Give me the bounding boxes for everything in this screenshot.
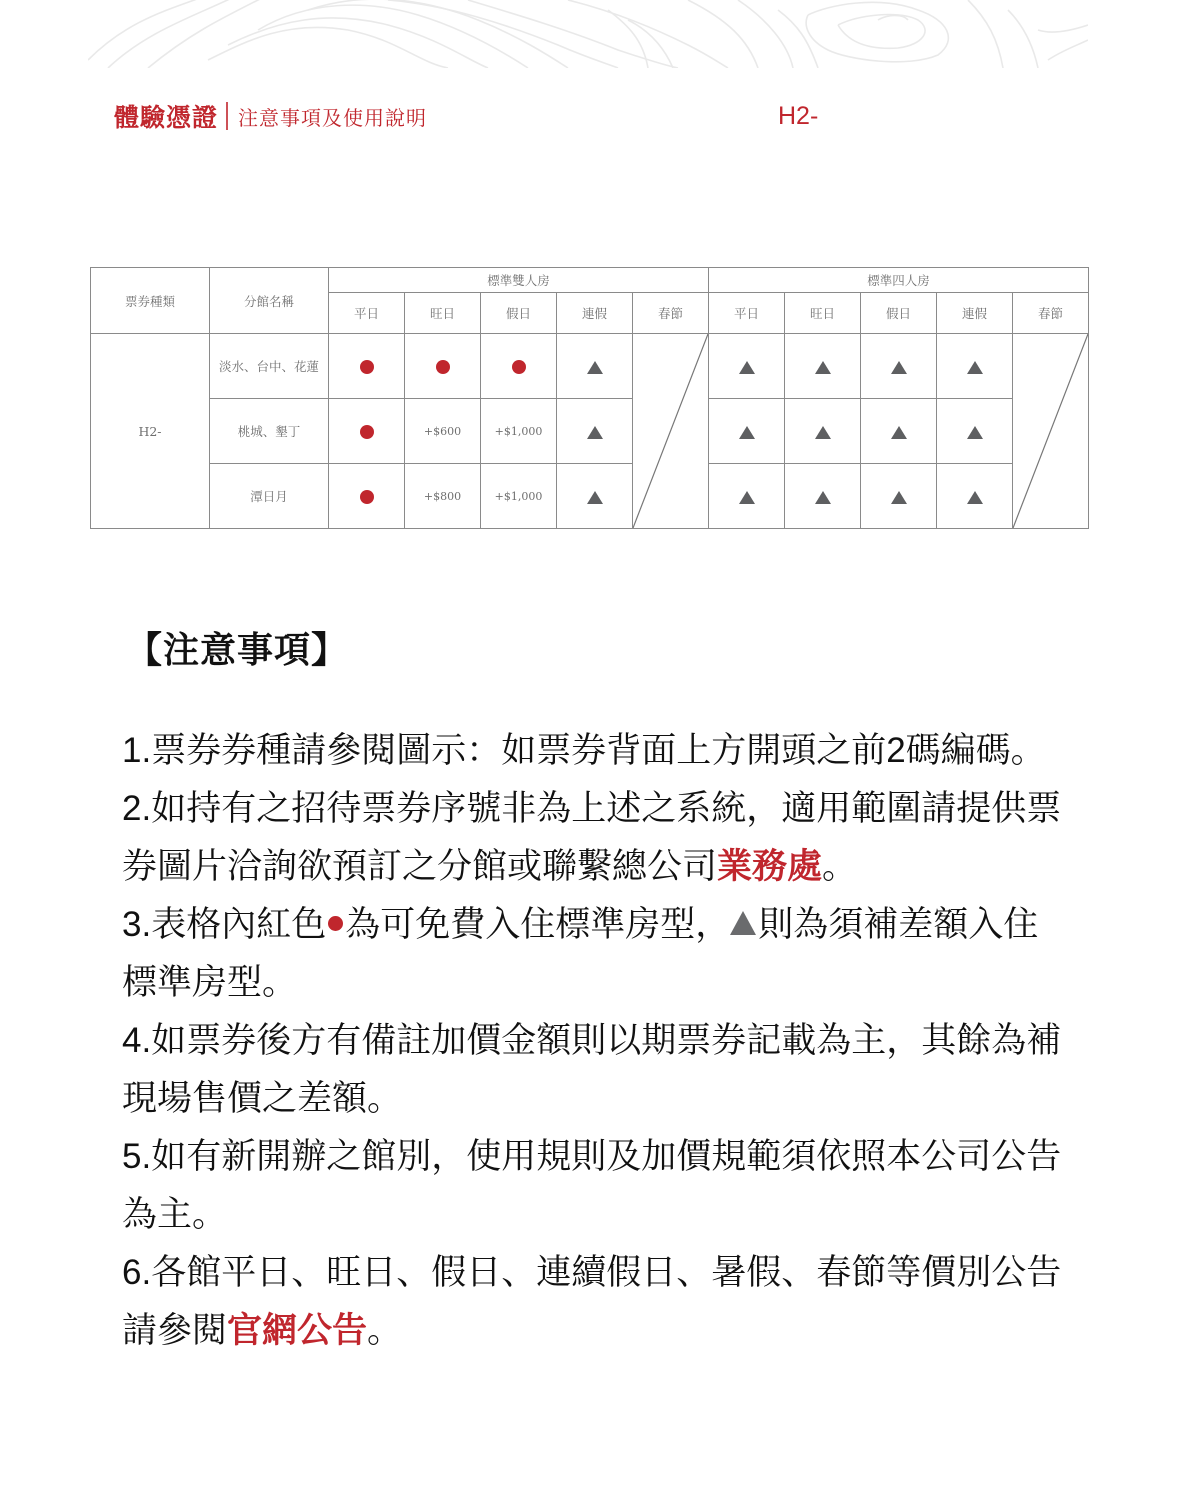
note-item-5: 5.如有新開辦之館別，使用規則及加價規範須依照本公司公告為主。 bbox=[122, 1137, 1062, 1234]
red-dot-icon bbox=[360, 425, 374, 439]
notes-heading: 【注意事項】 bbox=[126, 629, 349, 670]
surcharge-value: +$600 bbox=[405, 399, 481, 464]
triangle-icon bbox=[815, 491, 831, 504]
business-office-link[interactable]: 業務處 bbox=[717, 847, 823, 886]
triangle-icon bbox=[891, 426, 907, 439]
triangle-icon bbox=[739, 491, 755, 504]
header-quad-peak: 旺日 bbox=[785, 293, 861, 334]
triangle-icon bbox=[587, 361, 603, 374]
topographic-pattern-banner bbox=[88, 0, 1088, 68]
not-applicable-cell bbox=[1013, 334, 1089, 529]
red-dot-icon bbox=[360, 360, 374, 374]
note-item-3 bbox=[122, 896, 1072, 1012]
red-dot-icon bbox=[512, 360, 526, 374]
header-double-room: 標準雙人房 bbox=[329, 268, 709, 293]
not-applicable-cell bbox=[633, 334, 709, 529]
note-text: 則為須補差額入住標準房型。 bbox=[122, 905, 1039, 1002]
diagonal-slash-icon bbox=[1013, 334, 1088, 528]
header-double-peak: 旺日 bbox=[405, 293, 481, 334]
branch-name: 潭日月 bbox=[210, 464, 329, 529]
header-quad-room: 標準四人房 bbox=[709, 268, 1089, 293]
header-quad-new-year: 春節 bbox=[1013, 293, 1089, 334]
ticket-type-cell: H2- bbox=[91, 334, 210, 529]
table-row bbox=[91, 334, 1089, 399]
ticket-code: H2- bbox=[778, 102, 819, 130]
header-branch: 分館名稱 bbox=[210, 268, 329, 334]
triangle-icon bbox=[739, 426, 755, 439]
triangle-icon bbox=[815, 426, 831, 439]
header-quad-long-holiday: 連假 bbox=[937, 293, 1013, 334]
page-subtitle: 注意事項及使用說明 bbox=[238, 105, 428, 130]
header-double-weekday: 平日 bbox=[329, 293, 405, 334]
red-dot-icon bbox=[360, 490, 374, 504]
red-dot-icon bbox=[436, 360, 450, 374]
triangle-icon bbox=[891, 361, 907, 374]
header-double-long-holiday: 連假 bbox=[557, 293, 633, 334]
header-ticket-type: 票券種類 bbox=[91, 268, 210, 334]
triangle-icon bbox=[739, 361, 755, 374]
note-text: 6.各館平日、旺日、假日、連續假日、暑假、春節等價別公告請參閱 bbox=[122, 1253, 1062, 1350]
note-item-2 bbox=[122, 780, 1072, 896]
triangle-icon bbox=[891, 491, 907, 504]
diagonal-slash-icon bbox=[633, 334, 708, 528]
note-text: 3.表格內紅色 bbox=[122, 905, 327, 944]
surcharge-value: +$1,000 bbox=[481, 464, 557, 529]
page-header bbox=[114, 98, 427, 134]
note-item-6 bbox=[122, 1244, 1072, 1360]
rate-table bbox=[90, 267, 1089, 529]
table-row bbox=[91, 464, 1089, 529]
triangle-icon bbox=[967, 361, 983, 374]
note-text: 。 bbox=[367, 1311, 403, 1350]
note-item-1: 1.票券券種請參閱圖示：如票券背面上方開頭之前2碼編碼。 bbox=[122, 731, 1046, 770]
triangle-icon bbox=[587, 491, 603, 504]
triangle-icon bbox=[967, 491, 983, 504]
header-quad-holiday: 假日 bbox=[861, 293, 937, 334]
note-text: 為可免費入住標準房型， bbox=[345, 905, 731, 944]
red-dot-icon bbox=[328, 916, 343, 931]
brand-title: 體驗憑證 bbox=[114, 103, 219, 132]
header-divider bbox=[226, 102, 228, 130]
table-row bbox=[91, 399, 1089, 464]
note-item-4: 4.如票券後方有備註加價金額則以期票券記載為主，其餘為補現場售價之差額。 bbox=[122, 1021, 1062, 1118]
note-text: 。 bbox=[822, 847, 858, 886]
header-quad-weekday: 平日 bbox=[709, 293, 785, 334]
header-double-new-year: 春節 bbox=[633, 293, 709, 334]
triangle-icon bbox=[587, 426, 603, 439]
triangle-icon bbox=[967, 426, 983, 439]
surcharge-value: +$1,000 bbox=[481, 399, 557, 464]
header-double-holiday: 假日 bbox=[481, 293, 557, 334]
triangle-icon bbox=[815, 361, 831, 374]
branch-name: 淡水、台中、花蓮 bbox=[210, 334, 329, 399]
note-text: 2.如持有之招待票券序號非為上述之系統，適用範圍請提供票券圖片洽詢欲預訂之分館或聯繫總公司 bbox=[122, 789, 1062, 886]
official-announcement-link[interactable]: 官網公告 bbox=[227, 1311, 368, 1350]
branch-name: 桃城、墾丁 bbox=[210, 399, 329, 464]
notes-list bbox=[122, 722, 1072, 1360]
triangle-icon bbox=[730, 911, 756, 935]
surcharge-value: +$800 bbox=[405, 464, 481, 529]
